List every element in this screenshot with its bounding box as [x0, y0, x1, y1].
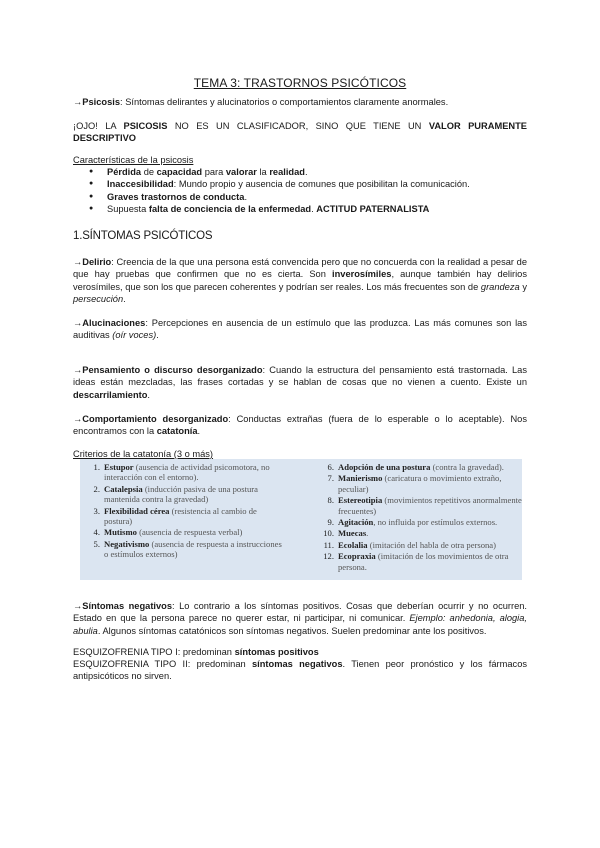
criteria-column-left [86, 462, 286, 561]
psicosis-term: Psicosis [82, 97, 121, 107]
arrow-icon: → [73, 257, 83, 267]
caracteristicas-list [73, 166, 527, 216]
arrow-icon: → [73, 414, 83, 424]
page-title: TEMA 3: TRASTORNOS PSICÓTICOS [193, 76, 407, 90]
comportamiento-paragraph: →Comportamiento desorganizado: Conductas extrañas (fuera de lo esperable o lo aceptable). Nos encontramos con la catatonía. [73, 414, 527, 437]
catatonia-criteria-table [80, 459, 522, 580]
list-item: 9. Agitación, no influida por estímulos externos. [327, 517, 498, 528]
list-item: ● Supuesta falta de conciencia de la enfermedad. ACTITUD PATERNALISTA [73, 203, 527, 215]
catatonia-heading: Criterios de la catatonía (3 o más) [73, 449, 214, 459]
psicosis-paragraph: →Psicosis: Síntomas delirantes y alucinatorios o comportamientos claramente anormales. [73, 97, 449, 107]
arrow-icon: → [73, 318, 83, 328]
arrow-icon: → [73, 601, 83, 611]
negativos-paragraph: →Síntomas negativos: Lo contrario a los síntomas positivos. Cosas que deberían ocurrir y no ocurren. Estado en que la persona parece no querer estar, ni participar, ni comunicar. Ejemplo: anhedonia, alogia, abulia. Algunos síntomas catatónicos son síntomas negativos. Suelen predominar ante los positivos. [73, 601, 528, 636]
list-item: 1. Estupor (ausencia de actividad psicomotora, no interacción con el entorno). [93, 462, 270, 483]
list-item: ● Inaccesibilidad: Mundo propio y ausencia de comunes que posibilitan la comunicación. [73, 178, 527, 190]
alucinaciones-paragraph: →Alucinaciones: Percepciones en ausencia de un estímulo que las produzca. Las más comunes son las auditivas (oír voces). [73, 318, 527, 341]
list-item: 12. Ecopraxia (imitación de los movimientos de otra persona. [323, 551, 509, 572]
list-item: 5. Negativismo (ausencia de respuesta a instrucciones o estímulos externos) [93, 538, 282, 560]
tipo1-paragraph: ESQUIZOFRENIA TIPO I: predominan síntomas positivos [73, 647, 319, 657]
list-item: 3. Flexibilidad cérea (resistencia al cambio de postura) [93, 505, 257, 527]
list-item: 8. Estereotipia (movimientos repetitivos anormalmente frecuentes) [327, 495, 522, 516]
list-item: 4. Mutismo (ausencia de respuesta verbal) [93, 527, 243, 538]
pensamiento-paragraph: →Pensamiento o discurso desorganizado: Cuando la estructura del pensamiento está trastornada. Las ideas están mezcladas, las frases cortadas y se hablan de cosas que no vienen a cuento. Existe un descarrilamiento. [73, 365, 527, 400]
list-item: 7. Manierismo (caricatura o movimiento extraño, peculiar) [327, 473, 502, 494]
list-item: 11. Ecolalia (imitación del habla de otra persona) [323, 539, 496, 550]
tipo2-paragraph: ESQUIZOFRENIA TIPO II: predominan síntomas negativos. Tienen peor pronóstico y los fármacos antipsicóticos no sirven. [73, 659, 528, 682]
caracteristicas-heading: Características de la psicosis [73, 155, 194, 165]
section-heading: 1.SÍNTOMAS PSICÓTICOS [73, 230, 213, 242]
list-item: ● Graves trastornos de conducta. [73, 191, 527, 203]
list-item: 6. Adopción de una postura (contra la gravedad). [327, 462, 504, 472]
list-item: ● Pérdida de capacidad para valorar la realidad. [73, 166, 527, 178]
ojo-paragraph: ¡OJO! LA PSICOSIS NO ES UN CLASIFICADOR, SINO QUE TIENE UN VALOR PURAMENTE DESCRIPTIVO [73, 121, 527, 144]
delirio-paragraph: →Delirio: Creencia de la que una persona está convencida pero que no concuerda con la realidad a pesar de que hay pruebas que confirmen que no es cierta. Son inverosímiles, aunque también hay delirios verosímiles, que son los que parecen coherentes y podrían ser reales. Los más frecuentes son de grandeza y persecución. [73, 257, 527, 305]
criteria-column-right [320, 462, 522, 573]
list-item: 2. Catalepsia (inducción pasiva de una postura mantenida contra la gravedad) [93, 483, 258, 505]
arrow-icon: → [73, 365, 83, 375]
arrow-icon: → [73, 97, 83, 107]
list-item: 10. Muecas. [323, 528, 369, 539]
